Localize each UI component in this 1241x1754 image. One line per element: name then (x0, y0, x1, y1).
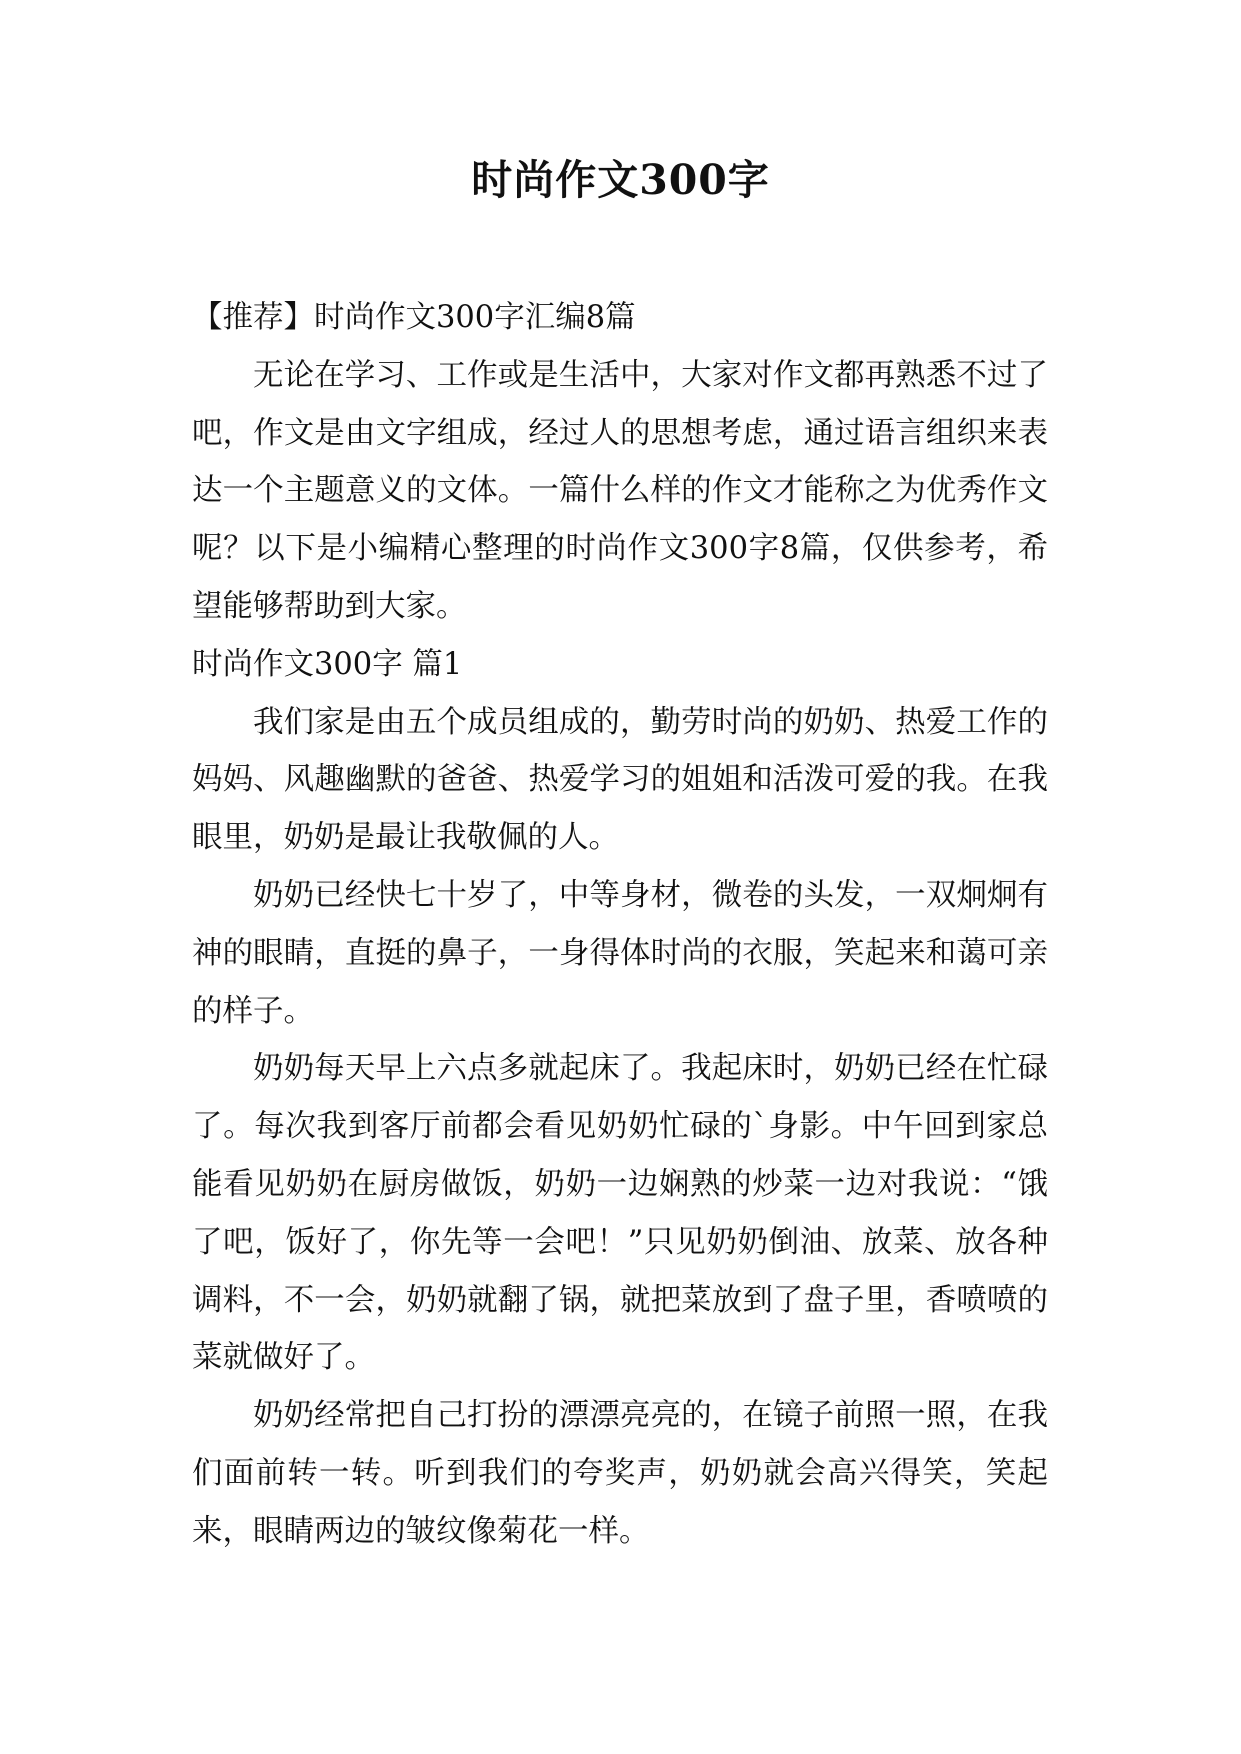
document-subtitle: 【推荐】时尚作文300字汇编8篇 (192, 300, 636, 335)
body-paragraph: 奶奶经常把自己打扮的漂漂亮亮的，在镜子前照一照，在我们面前转一转。听到我们的夸奖声，奶奶就会高兴得笑，笑起来，眼睛两边的皱纹像菊花一样。 (192, 1398, 1048, 1549)
body-paragraph: 我们家是由五个成员组成的，勤劳时尚的奶奶、热爱工作的妈妈、风趣幽默的爸爸、热爱学习的姐姐和活泼可爱的我。在我眼里，奶奶是最让我敬佩的人。 (192, 704, 1048, 856)
body-paragraph: 奶奶已经快七十岁了，中等身材，微卷的头发，一双炯炯有神的眼睛，直挺的鼻子，一身得体时尚的衣服，笑起来和蔼可亲的样子。 (192, 877, 1048, 1029)
body-paragraph: 奶奶每天早上六点多就起床了。我起床时，奶奶已经在忙碌了。每次我到客厅前都会看见奶奶忙碌的`身影。中午回到家总能看见奶奶在厨房做饭，奶奶一边娴熟的炒菜一边对我说：“饿了吧，饭好了，你先等一会吧！”只见奶奶倒油、放菜、放各种调料，不一会，奶奶就翻了锅，就把菜放到了盘子里，香喷喷的菜就做好了。 (192, 1051, 1048, 1376)
document-body (192, 289, 1048, 1561)
section-heading: 时尚作文300字 篇1 (192, 646, 463, 682)
intro-paragraph: 无论在学习、工作或是生活中，大家对作文都再熟悉不过了吧，作文是由文字组成，经过人的思想考虑，通过语言组织来表达一个主题意义的文体。一篇什么样的作文才能称之为优秀作文呢？以下是小编精心整理的时尚作文300字8篇，仅供参考，希望能够帮助到大家。 (192, 357, 1048, 624)
document-title: 时尚作文300字 (471, 156, 770, 204)
